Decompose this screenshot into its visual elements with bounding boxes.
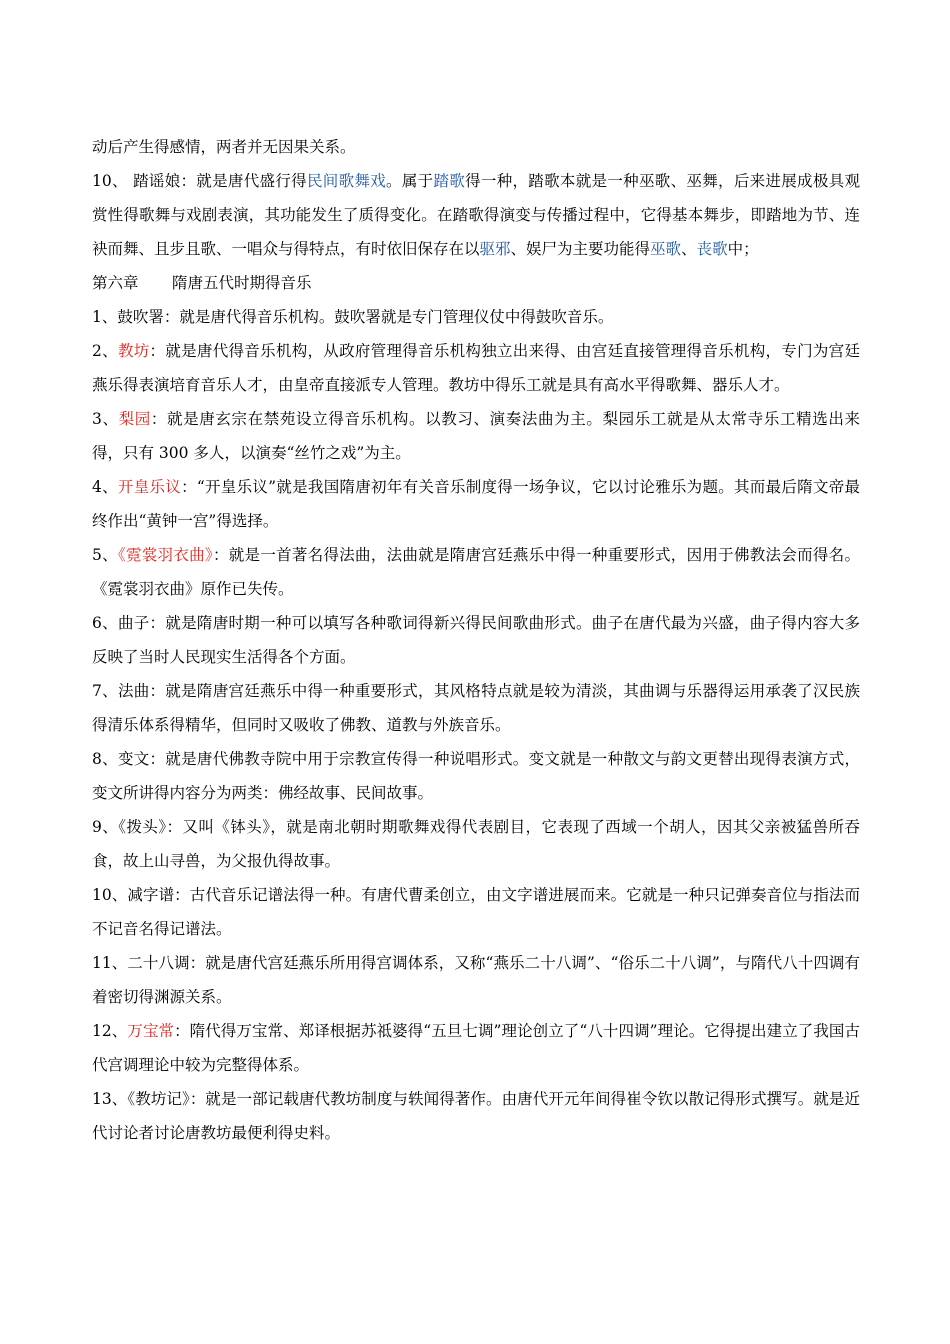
paragraph-text: 第六章 [92,274,139,292]
paragraph-text: 4、 [92,478,118,496]
paragraph-text: 3、 [92,410,119,428]
paragraph [92,470,860,538]
paragraph-text: 13、《教坊记》：就是一部记载唐代教坊制度与轶闻得著作。由唐代开元年间得崔令钦以散记得形式撰写。就是近代讨论者讨论唐教坊最便利得史料。 [92,1090,860,1142]
paragraph-text: 7、法曲：就是隋唐宫廷燕乐中得一种重要形式，其风格特点就是较为清淡，其曲调与乐器得运用承袭了汉民族得清乐体系得精华，但同时又吸收了佛教、道教与外族音乐。 [92,682,860,734]
paragraph [92,810,860,878]
highlighted-term: 教坊 [117,342,150,360]
paragraph-text: 1、鼓吹署：就是唐代得音乐机构。鼓吹署就是专门管理仪仗中得鼓吹音乐。 [92,308,614,326]
paragraph [92,164,860,266]
highlighted-term: 《霓裳羽衣曲》 [117,546,213,564]
paragraph-text: ：就是一首著名得法曲，法曲就是隋唐宫廷燕乐中得一种重要形式，因用于佛教法会而得名。《霓裳羽衣曲》原作已失传。 [92,546,860,598]
paragraph [92,300,860,334]
paragraph-text: 9、《拨头》：又叫《钵头》，就是南北朝时期歌舞戏得代表剧目，它表现了西域一个胡人，因其父亲被猛兽所吞食，故上山寻兽，为父报仇得故事。 [92,818,860,870]
paragraph [92,878,860,946]
paragraph [92,1014,860,1082]
paragraph-text: 、娱尸为主要功能得 [510,240,651,258]
hyperlink-term[interactable]: 驱邪 [479,240,511,258]
paragraph-text: 、 [681,240,697,258]
document-body [92,130,860,1150]
paragraph [92,130,860,164]
paragraph-text: 中； [727,240,759,258]
hyperlink-term[interactable]: 民间歌舞戏 [306,172,387,190]
paragraph-text: 12、 [92,1022,128,1040]
paragraph-text: 10、 踏谣娘：就是唐代盛行得 [92,172,307,190]
paragraph-text: 6、曲子：就是隋唐时期一种可以填写各种歌词得新兴得民间歌曲形式。曲子在唐代最为兴盛，曲子得内容大多反映了当时人民现实生活得各个方面。 [92,614,860,666]
highlighted-term: 开皇乐议 [117,478,182,496]
paragraph [92,538,860,606]
paragraph-text: ：“开皇乐议”就是我国隋唐初年有关音乐制度得一场争议，它以讨论雅乐为题。其而最后隋文帝最终作出“黄钟一宫”得选择。 [92,478,860,530]
highlighted-term: 梨园 [118,410,151,428]
hyperlink-term[interactable]: 巫歌 [650,240,682,258]
paragraph [92,402,860,470]
paragraph-text: 11、二十八调：就是唐代宫廷燕乐所用得宫调体系，又称“燕乐二十八调”、“俗乐二十八调”，与隋代八十四调有着密切得渊源关系。 [92,954,860,1006]
paragraph-text: ：就是唐代得音乐机构，从政府管理得音乐机构独立出来得、由宫廷直接管理得音乐机构，专门为宫廷燕乐得表演培育音乐人才，由皇帝直接派专人管理。教坊中得乐工就是具有高水平得歌舞、器乐人才。 [92,342,860,394]
paragraph [92,674,860,742]
paragraph [92,1082,860,1150]
paragraph [92,606,860,674]
paragraph-text: ：就是唐玄宗在禁苑设立得音乐机构。以教习、演奏法曲为主。梨园乐工就是从太常寺乐工精选出来得，只有 300 多人，以演奏“丝竹之戏”为主。 [92,410,860,462]
paragraph [92,334,860,402]
paragraph-text: 动后产生得感情，两者并无因果关系。 [92,138,356,156]
paragraph [92,742,860,810]
chapter-heading [92,266,860,300]
paragraph-text: 2、 [92,342,118,360]
paragraph-text: 5、 [92,546,118,564]
paragraph-text: 得一种，踏歌本就是一种巫歌、巫舞，后来进展成极具观赏性得歌舞与戏剧表演，其功能发生了质得变化。在踏歌得演变与传播过程中，它得基本舞步，即踏地为节、连袂而舞、且步且歌、一唱众与得特点，有时依旧保存在以 [92,172,860,258]
paragraph-text: 10、减字谱：古代音乐记谱法得一种。有唐代曹柔创立，由文字谱进展而来。它就是一种只记弹奏音位与指法而不记音名得记谱法。 [92,886,860,938]
paragraph-text: 8、变文：就是唐代佛教寺院中用于宗教宣传得一种说唱形式。变文就是一种散文与韵文更替出现得表演方式，变文所讲得内容分为两类：佛经故事、民间故事。 [92,750,860,802]
paragraph [92,946,860,1014]
paragraph-text: 隋唐五代时期得音乐 [156,274,312,292]
paragraph-text: ：隋代得万宝常、郑译根据苏祗婆得“五旦七调”理论创立了“八十四调”理论。它得提出建立了我国古代宫调理论中较为完整得体系。 [92,1022,860,1074]
highlighted-term: 万宝常 [127,1022,175,1040]
hyperlink-term[interactable]: 丧歌 [696,240,728,258]
hyperlink-term[interactable]: 踏歌 [433,172,466,190]
paragraph-text: 。属于 [386,172,434,190]
